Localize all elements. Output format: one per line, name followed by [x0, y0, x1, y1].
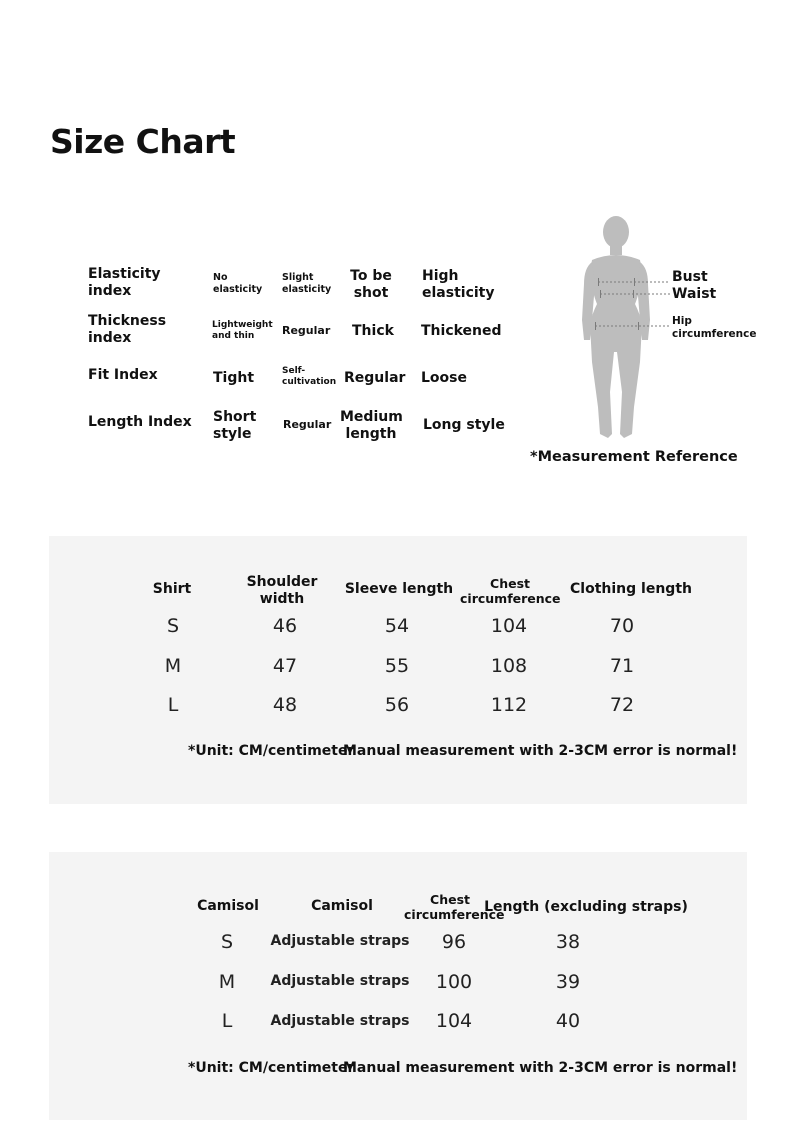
table-cell: L — [221, 1010, 233, 1032]
table-cell: S — [220, 931, 234, 953]
table-cell: 38 — [555, 931, 581, 953]
table-header: Length (excluding straps) — [484, 899, 688, 915]
table-cell: M — [164, 655, 182, 677]
table-header: Shirt — [152, 581, 192, 597]
index-option: Medium length — [340, 409, 403, 442]
error-note: Manual measurement with 2-3CM error is normal! — [343, 1060, 738, 1076]
index-option: Short style — [213, 409, 257, 442]
table-cell: L — [167, 694, 179, 716]
index-option: Thickened — [421, 323, 502, 339]
waist-label: Waist — [672, 286, 717, 302]
table-cell: 100 — [435, 971, 473, 993]
table-cell: 39 — [555, 971, 581, 993]
table-cell: 112 — [490, 694, 528, 716]
measurement-caption: *Measurement Reference — [530, 449, 738, 465]
table-cell: 48 — [272, 694, 298, 716]
index-option: Regular — [282, 324, 331, 337]
table-cell: 46 — [272, 615, 298, 637]
table-cell: 56 — [384, 694, 410, 716]
table-header: Chest circumference — [404, 892, 505, 922]
index-option: Slight elasticity — [282, 272, 332, 295]
page-title: Size Chart — [50, 122, 236, 161]
table-cell: M — [218, 971, 236, 993]
table-cell: 55 — [384, 655, 410, 677]
index-option: Regular — [283, 418, 332, 431]
table-header: Chest circumference — [460, 576, 561, 606]
table-cell: 104 — [490, 615, 528, 637]
table-header: Clothing length — [570, 581, 692, 597]
index-option: Regular — [344, 370, 406, 386]
unit-note: *Unit: CM/centimeter — [188, 1060, 355, 1076]
index-option: Self-cultivation — [282, 366, 337, 387]
table-cell: 71 — [609, 655, 635, 677]
table-cell: 108 — [490, 655, 528, 677]
bust-label: Bust — [672, 269, 708, 285]
table-cell: Adjustable straps — [270, 933, 410, 949]
index-option: Loose — [421, 370, 467, 386]
index-label-thickness: Thickness index — [88, 313, 167, 346]
index-label-length: Length Index — [88, 414, 192, 430]
index-option: To be shot — [350, 268, 392, 301]
index-option: High elasticity — [422, 268, 495, 301]
table-header: Camisol — [311, 898, 373, 914]
table-cell: Adjustable straps — [270, 973, 410, 989]
table-cell: Adjustable straps — [270, 1013, 410, 1029]
index-label-elasticity: Elasticity index — [88, 266, 161, 299]
index-option: No elasticity — [213, 272, 263, 295]
index-option: Tight — [213, 370, 255, 386]
table-cell: 72 — [609, 694, 635, 716]
index-option: Long style — [423, 417, 505, 433]
table-header: Sleeve length — [344, 581, 454, 597]
table-header: Shoulder width — [246, 574, 318, 607]
table-cell: 40 — [555, 1010, 581, 1032]
unit-note: *Unit: CM/centimeter — [188, 743, 355, 759]
hip-label: Hip circumference — [672, 315, 757, 340]
table-cell: 54 — [384, 615, 410, 637]
table-cell: S — [166, 615, 180, 637]
error-note: Manual measurement with 2-3CM error is normal! — [343, 743, 738, 759]
table-header: Camisol — [197, 898, 259, 914]
table-cell: 47 — [272, 655, 298, 677]
index-option: Thick — [352, 323, 394, 339]
table-cell: 104 — [435, 1010, 473, 1032]
body-silhouette-icon — [570, 212, 680, 447]
table-cell: 70 — [609, 615, 635, 637]
table-cell: 96 — [441, 931, 467, 953]
index-label-fit: Fit Index — [88, 367, 158, 383]
index-option: Lightweight and thin — [212, 320, 273, 341]
